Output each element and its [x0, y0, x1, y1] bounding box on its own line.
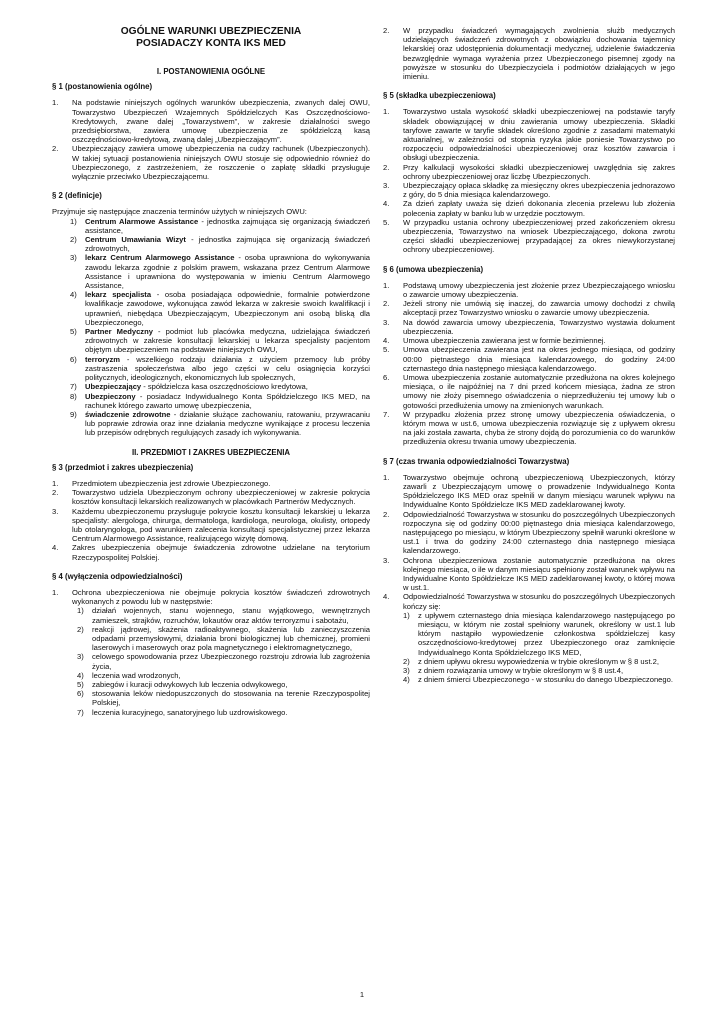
section-heading: § 7 (czas trwania odpowiedzialności Towarzystwa) — [383, 456, 570, 466]
list-item: 2. Ubezpieczający zawiera umowę ubezpieczenia na cudzy rachunek (Ubezpieczonych). W takiej sytuacji postanowienia niniejszych OWU stosuje się odpowiednio również do Ubezpieczonego, z zastrzeżeniem, że roszczenie o zapłatę składki przysługuje wyłącznie przeciwko Ubezpieczającemu. — [52, 144, 370, 182]
list-item: 4. Umowa ubezpieczenia zawierana jest w formie bezimiennej. — [383, 336, 606, 346]
termination-item: 2) z dniem upływu okresu wypowiedzenia w trybie określonym w § 8 ust.2, — [403, 656, 659, 666]
list-item: 2. W przypadku świadczeń wymagających zwolnienia służb medycznych udzielających świadczeń zdrowotnych z obowiązku dochowania tajemnicy lekarskiej oraz udostępnienia dokumentacji medycznej, udzielenie świadczenia bezwzględnie wymaga wyrażenia przez Ubezpieczonego pisemnej zgody na powyższe w stosunku do Ubezpieczyciela i podmiotów działających w jego imieniu. — [383, 26, 675, 82]
list-item: 1. Towarzystwo obejmuje ochroną ubezpieczeniową Ubezpieczonych, którzy zawarli z Ubezpieczającym umowę o prowadzenie Indywidualnego Konta Spółdzielczego IKS MED oraz spełnili w danym miesiącu warunek wpływu na Indywidualne Konto Spółdzielcze IKS MED zadeklarowanej kwoty. — [383, 472, 675, 510]
definition-item: 6) terroryzm - wszelkiego rodzaju działania z użyciem przemocy lub próby zastraszenia społeczeństwa albo jego części w celu osiągnięcia korzyści politycznych, ideologicznych, ekonomicznych lub społecznych, — [70, 354, 370, 383]
exclusion-item: 1) działań wojennych, stanu wojennego, stanu wyjątkowego, wewnętrznych zamieszek, strajków, rozruchów, lokautów oraz aktów terroryzmu i sabotażu, — [77, 606, 370, 625]
definitions-intro: Przyjmuje się następujące znaczenia terminów użytych w niniejszych OWU: — [52, 207, 307, 217]
list-item: 1. Towarzystwo ustala wysokość składki ubezpieczeniowej na podstawie taryfy składek obowiązującej w dniu zawierania umowy ubezpieczenia. Składki taryfowe zawarte w taryfie składek określono zgodnie z zasadami matematyki aktuarialnej, w zależności od stopnia ryzyka jakie poniesie Towarzystwo po rozpoczęciu odpowiedzialności ubezpieczeniowej oraz kosztów zawarcia i obsługi ubezpieczenia. — [383, 107, 675, 163]
chapter-heading-1: I. POSTANOWIENIA OGÓLNE — [156, 67, 266, 76]
list-item: 4. Zakres ubezpieczenia obejmuje świadczenia zdrowotne udzielane na terytorium Rzeczypospolitej Polskiej. — [52, 543, 370, 562]
definition-item: 8) Ubezpieczony - posiadacz Indywidualnego Konta Spółdzielczego IKS MED, na rachunek którego zawarto umowę ubezpieczenia, — [70, 391, 370, 410]
definition-item: 3) lekarz Centrum Alarmowego Assistance - osoba uprawniona do wykonywania zawodu lekarza zgodnie z polskim prawem, wskazana przez Centrum Alarmowe Assistance i uprawniona do występowania w imieniu Centrum Alarmowego Assistance, — [70, 253, 370, 291]
exclusion-item: 3) celowego spowodowania przez Ubezpieczonego rozstroju zdrowia lub zagrożenia życia, — [77, 652, 370, 671]
definition-item: 5) Partner Medyczny - podmiot lub placówka medyczna, udzielająca świadczeń zdrowotnych w zakresie konsultacji lekarskiej u lekarza specjalisty pacjentom objętym ubezpieczeniem na podstawie niniejszych OWU, — [70, 327, 370, 355]
list-item: 6. Umowa ubezpieczenia zostanie automatycznie przedłużona na okres kolejnego miesiąca, o ile najpóźniej na 7 dni przed końcem miesiąca, żadna ze stron umowy nie złoży pisemnego oświadczenia o nieprzedłużeniu tej umowy lub o gotowości przedłużenia umowy na zmienionych warunkach. — [383, 372, 675, 410]
list-item: 4. Odpowiedzialność Towarzystwa w stosunku do poszczególnych Ubezpieczonych kończy się: 1) z upływem czternastego dnia miesiąca kalendarzowego następującego po miesiącu, w którym nie został spełniony warunek, określony w ust.1 lub którym nastąpiło wypowiedzenie członkostwa spółdzielczej kasy oszczędnościowo-kredytowej przez Ubezpieczonego oraz zamknięcie Indywidualnego Konta Spółdzielczego IKS MED, 2) z dniem upływu okresu wypowiedzenia w trybie określonym w § 8 ust.2, 3) z dniem rozwiązania umowy w trybie określonym w § 8 ust.4, 4) z dniem śmierci Ubezpieczonego - w stosunku do danego Ubezpieczonego. — [383, 592, 675, 685]
document-title — [52, 26, 370, 50]
list-item: 3. Na dowód zawarcia umowy ubezpieczenia, Towarzystwo wystawia dokument ubezpieczenia. — [383, 317, 675, 336]
section-4-continued — [383, 26, 675, 81]
list-item: 3. Ubezpieczający opłaca składkę za miesięczny okres ubezpieczenia jednorazowo z góry, do 5 dnia miesiąca kalendarzowego. — [383, 181, 675, 200]
section-heading: § 6 (umowa ubezpieczenia) — [383, 264, 484, 274]
list-item: 4. Za dzień zapłaty uważa się dzień dokonania zlecenia przelewu lub złożenia polecenia zapłaty w banku lub w urzędzie pocztowym. — [383, 199, 675, 218]
list-item: 3. Każdemu ubezpieczonemu przysługuje pokrycie kosztu konsultacji lekarskiej u lekarza specjalisty: alergologa, chirurga, dermatologa, kardiologa, neurologa, okulisty, ortopedy lub otolaryngologa, pod warunkiem zalecenia konsultacji specjalistycznej przez lekarza Centrum Alarmowego Assistance, realizującego wizytę domową. — [52, 506, 370, 544]
list-item: 2. Przy kalkulacji wysokości składki ubezpieczeniowej uwzględnia się zakres ochrony ubezpieczeniowej oraz liczbę Ubezpieczonych. — [383, 162, 675, 181]
exclusion-item: 7) leczenia kuracyjnego, sanatoryjnego lub uzdrowiskowego. — [77, 707, 288, 717]
list-item: 2. Towarzystwo udziela Ubezpieczonym ochrony ubezpieczeniowej w zakresie pokrycia kosztów konsultacji lekarskich realizowanych w placówkach Partnerów Medycznych. — [52, 488, 370, 507]
list-item: 2. Odpowiedzialność Towarzystwa w stosunku do poszczególnych Ubezpieczonych rozpoczyna się od godziny 00:00 piętnastego dnia miesiąca kalendarzowego, następującego po miesiącu, w którym Ubezpieczony spełnił warunki określone w ust.1 i trwa do godziny 24:00 czternastego dnia następnego miesiąca kalendarzowego. — [383, 509, 675, 556]
definition-item: 1) Centrum Alarmowe Assistance - jednostka zajmująca się organizacją świadczeń assistance, — [70, 216, 370, 235]
list-item: 7. W przypadku złożenia przez stronę umowy ubezpieczenia oświadczenia, o którym mowa w ust.6, umowa ubezpieczenia rozwiązuje się z upływem okresu na jaki została zawarta, chyba że strony dojdą do porozumienia co do warunków przedłużenia okresu trwania umowy ubezpieczenia. — [383, 409, 675, 447]
page-number: 1 — [359, 990, 365, 999]
section-heading: § 5 (składka ubezpieczeniowa) — [383, 91, 496, 101]
definition-item: 2) Centrum Umawiania Wizyt - jednostka zajmująca się organizacją świadczeń zdrowotnych, — [70, 235, 370, 254]
left-column — [52, 26, 370, 727]
list-item: 2. Jeżeli strony nie umówią się inaczej, do zawarcia umowy dochodzi z chwilą akceptacji przez Towarzystwo wniosku o zawarcie umowy ubezpieczenia. — [383, 299, 675, 318]
section-7 — [383, 457, 675, 685]
exclusion-item: 5) zabiegów i kuracji odwykowych lub leczenia odwykowego, — [77, 679, 288, 689]
termination-item: 1) z upływem czternastego dnia miesiąca kalendarzowego następującego po miesiącu, w którym nie został spełniony warunek, określony w ust.1 lub którym nastąpiło wypowiedzenie członkostwa spółdzielczej kasy oszczędnościowo-kredytowej przez Ubezpieczonego oraz zamknięcie Indywidualnego Konta Spółdzielczego IKS MED, — [403, 610, 675, 657]
definition-item: 7) Ubezpieczający - spółdzielcza kasa oszczędnościowo kredytowa, — [70, 382, 308, 392]
list-item: 1. Podstawą umowy ubezpieczenia jest złożenie przez Ubezpieczającego wniosku o zawarcie umowy ubezpieczenia. — [383, 280, 675, 300]
section-heading: § 3 (przedmiot i zakres ubezpieczenia) — [52, 462, 194, 472]
exclusion-item: 6) stosowania leków niedopuszczonych do stosowania na terenie Rzeczypospolitej Polskiej, — [77, 689, 370, 708]
section-6 — [383, 265, 675, 447]
list-item: 1. Przedmiotem ubezpieczenia jest zdrowie Ubezpieczonego. — [52, 478, 271, 488]
title-line-1: OGÓLNE WARUNKI UBEZPIECZENIA — [120, 26, 302, 37]
termination-item: 3) z dniem rozwiązania umowy w trybie określonym w § 8 ust.4, — [403, 666, 624, 675]
right-column — [383, 26, 675, 694]
list-item: 5. W przypadku ustania ochrony ubezpieczeniowej przed zakończeniem okresu ubezpieczenia, Towarzystwo na wniosek Ubezpieczającego, dokona zwrotu części składki ubezpieczeniowej przypadającej za okres niewykorzystanej ochrony ubezpieczeniowej. — [383, 217, 675, 255]
exclusion-item: 4) leczenia wad wrodzonych, — [77, 670, 181, 680]
list-item: 1. Na podstawie niniejszych ogólnych warunków ubezpieczenia, zwanych dalej OWU, Towarzystwo Ubezpieczeń Wzajemnych Spółdzielczych Kas Oszczędnościowo-Kredytowych, zwane dalej „Towarzystwem”, w zakresie działalności swego przedsiębiorstwa, zawiera umowę ubezpieczenia ze spółdzielczą kasą oszczędnościowo-kredytową, zwaną dalej „Ubezpieczającym”. — [52, 98, 370, 145]
section-3 — [52, 463, 370, 562]
list-item: 5. Umowa ubezpieczenia zawierana jest na okres jednego miesiąca, od godziny 00:00 piętnastego dnia miesiąca kalendarzowego, do godziny 24:00 czternastego dnia następnego miesiąca kalendarzowego. — [383, 345, 675, 373]
list-item: 1. Ochrona ubezpieczeniowa nie obejmuje pokrycia kosztów świadczeń zdrowotnych wykonanych z powodu lub w następstwie: 1) działań wojennych, stanu wojennego, stanu wyjątkowego, wewnętrznych zamieszek, strajków, rozruchów, lokautów oraz aktów terroryzmu i sabotażu, 2) reakcji jądrowej, skażenia radioaktywnego, skażenia lub zanieczyszczenia odpadami przemysłowymi, działania broni biologicznej lub chemicznej, promieni laserowych i maserowych oraz pola magnetycznego i elektromagnetycznego, 3) celowego spowodowania przez Ubezpieczonego rozstroju zdrowia lub zagrożenia życia, 4) leczenia wad wrodzonych, 5) zabiegów i kuracji odwykowych lub leczenia odwykowego, 6) stosowania leków niedopuszczonych do stosowania na terenie Rzeczypospolitej Polskiej, 7) leczenia kuracyjnego, sanatoryjnego lub uzdrowiskowego. — [52, 587, 370, 717]
section-heading: § 4 (wyłączenia odpowiedzialności) — [52, 571, 183, 581]
section-2 — [52, 191, 370, 437]
exclusion-item: 2) reakcji jądrowej, skażenia radioaktywnego, skażenia lub zanieczyszczenia odpadami przemysłowymi, działania broni biologicznej lub chemicznej, promieni laserowych i maserowych oraz pola magnetycznego i elektromagnetycznego, — [77, 624, 370, 653]
list-item: 3. Ochrona ubezpieczeniowa zostanie automatycznie przedłużona na okres kolejnego miesiąca, o ile w danym miesiącu spełniony został warunek wpływu na Indywidualne Konto Spółdzielcze IKS MED zadeklarowanej kwoty, o której mowa w ust.1. — [383, 555, 675, 593]
section-heading: § 1 (postanowienia ogólne) — [52, 82, 153, 92]
chapter-heading-2: II. PRZEDMIOT I ZAKRES UBEZPIECZENIA — [131, 447, 291, 457]
definition-item: 4) lekarz specjalista - osoba posiadająca odpowiednie, formalnie potwierdzone kwalifikacje zawodowe, wykonująca zawód lekarza w zakresie swoich kwalifikacji i uprawnień, niebędąca Ubezpieczającym, Ubezpieczonym ani osobą bliską dla Ubezpieczonego, — [70, 290, 370, 327]
termination-item: 4) z dniem śmierci Ubezpieczonego - w stosunku do danego Ubezpieczonego. — [403, 675, 673, 685]
section-4 — [52, 572, 370, 717]
section-heading: § 2 (definicje) — [52, 191, 102, 201]
title-line-2: POSIADACZY KONTA IKS MED — [136, 38, 286, 49]
definition-item: 9) świadczenie zdrowotne - działanie służące zachowaniu, ratowaniu, przywracaniu lub poprawie zdrowia oraz inne działania medyczne wynikające z procesu leczenia lub przepisów odrębnych regulujących zasady ich wykonywania. — [70, 409, 370, 438]
section-1 — [52, 82, 370, 181]
section-5 — [383, 91, 675, 254]
